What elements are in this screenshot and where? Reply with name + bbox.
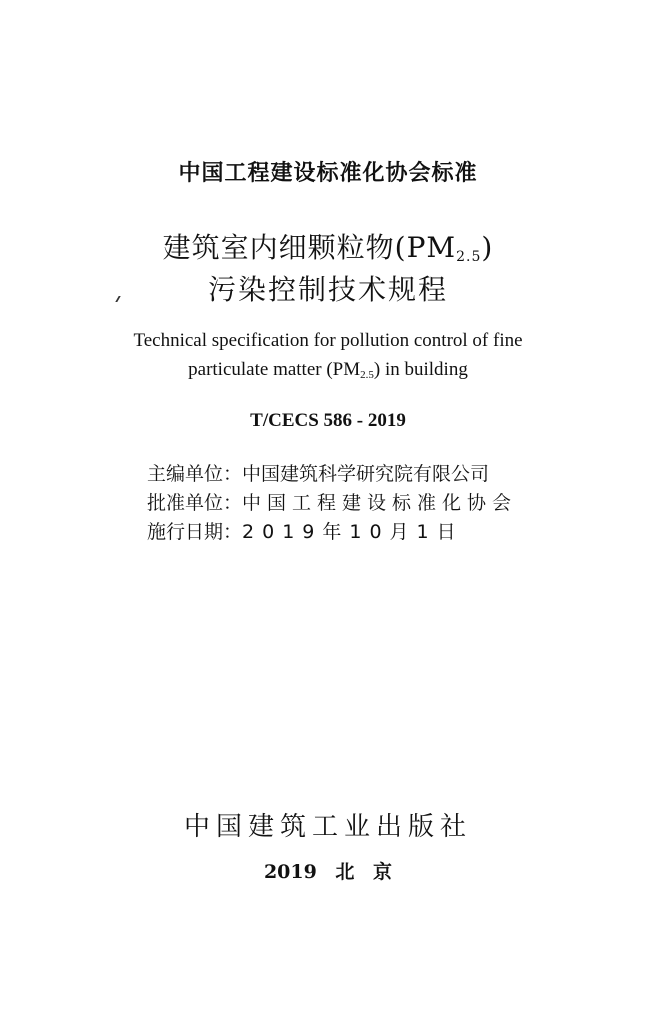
english-title-line2 bbox=[0, 359, 656, 381]
standard-code: T/CECS 586 - 2019 bbox=[250, 410, 406, 431]
publication-year-place: 2019 北 京 bbox=[263, 861, 393, 883]
english-title-pre: particulate matter (PM bbox=[188, 359, 361, 380]
info-label: 批准单位： bbox=[147, 492, 243, 514]
info-value: 2019年10月1日 bbox=[242, 521, 464, 543]
info-row-approver bbox=[147, 488, 517, 515]
info-value: 中国工程建设标准化协会 bbox=[242, 492, 518, 514]
english-title-subscript: 2.5 bbox=[360, 369, 374, 381]
standard-series-title: 中国工程建设标准化协会标准 bbox=[178, 161, 478, 186]
title-subscript: 2.5 bbox=[456, 249, 482, 265]
english-title-line1: Technical specification for pollution control of fine bbox=[133, 330, 523, 351]
english-title-post: ) in building bbox=[373, 359, 468, 380]
title-main-text: 建筑室内细颗粒物(PM bbox=[162, 231, 457, 264]
document-title-line2: 污染控制技术规程 bbox=[207, 273, 448, 306]
info-value: 中国建筑科学研究院有限公司 bbox=[242, 463, 490, 485]
info-row-effective-date bbox=[147, 517, 464, 544]
info-row-chief-editor bbox=[147, 459, 489, 486]
info-label: 施行日期： bbox=[147, 521, 243, 543]
title-close-paren: ) bbox=[481, 231, 494, 264]
document-title-line1 bbox=[0, 226, 656, 266]
info-label: 主编单位： bbox=[147, 463, 243, 485]
publisher-name: 中国建筑工业出版社 bbox=[183, 812, 472, 842]
